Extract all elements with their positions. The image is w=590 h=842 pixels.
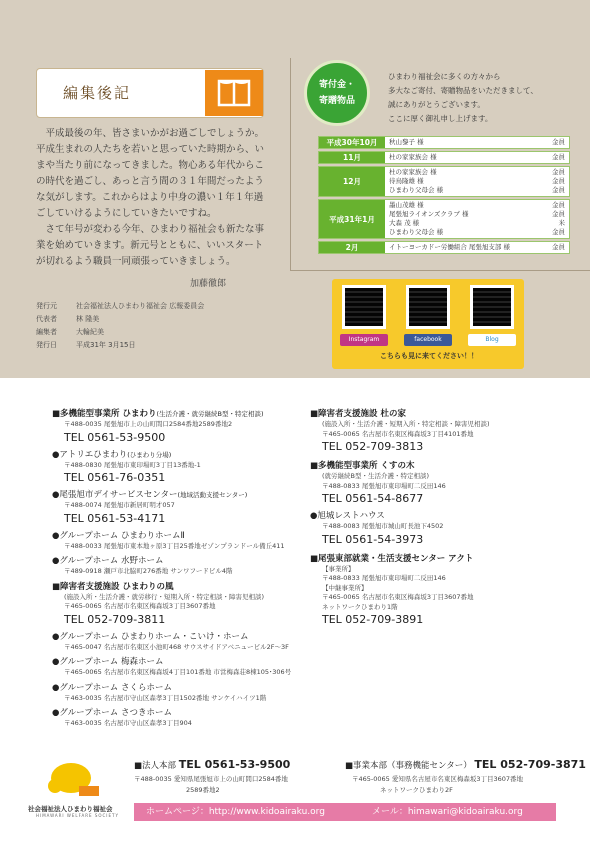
facility-address: (就労継続B型・生活介護・特定相談) (322, 472, 430, 480)
facility-list-right (310, 408, 550, 631)
donation-type: 金員 (552, 201, 565, 209)
donation-type: 金員 (552, 228, 565, 236)
blog-label[interactable]: Blog (468, 334, 516, 346)
facility-block (310, 460, 550, 506)
thanks-message (388, 70, 538, 126)
homepage-link[interactable]: ホームページ：http://www.kidoairaku.org (146, 807, 325, 817)
facility-block (310, 408, 550, 454)
facility-name (52, 408, 292, 420)
colophon-value: 大輪紀美 (76, 328, 104, 336)
facility-name (310, 510, 550, 522)
donation-type: 金員 (552, 153, 565, 161)
donation-type: 金員 (552, 168, 565, 176)
facility-block (52, 449, 292, 486)
donor-name: イトーヨーカドー労働組合 尾張旭支部 様 (389, 243, 511, 251)
facility-title: ●グループホーム 梅森ホーム (52, 657, 164, 667)
facility-address: ネットワークひまわり1階 (322, 602, 398, 611)
editorial-title: 編集後記 (63, 84, 132, 102)
facility-phone: TEL 0561-76-0351 (64, 471, 166, 484)
donation-row (318, 166, 570, 197)
facility-block (52, 489, 292, 526)
facility-title: ●旭城レストハウス (310, 511, 385, 521)
facebook-label[interactable]: facebook (404, 334, 452, 346)
facility-name (52, 707, 292, 719)
facility-name (310, 553, 550, 565)
colophon-value: 平成31年 3月15日 (76, 341, 136, 349)
facility-address: 〒488-0035 尾張旭市上の山町間口2584番地2589番地2 (64, 420, 233, 428)
donor-name: 秋山黎子 様 (389, 138, 424, 146)
facility-address: (施設入所・生活介護・就労移行・短期入所・特定相談・障害児相談) (64, 592, 265, 601)
facility-title: ■障害者支援施設 ひまわりの風 (52, 581, 174, 592)
facility-name (52, 449, 292, 461)
divider (290, 58, 291, 270)
facility-phone: TEL 052-709-3811 (64, 612, 166, 626)
editorial-header (36, 68, 264, 118)
donor-name: 尾張旭ライオンズクラブ 様 (389, 210, 469, 218)
donation-names (385, 152, 569, 163)
facility-services: (地域活動支援センター) (177, 491, 248, 499)
donation-month: 2月 (319, 242, 385, 253)
divider (290, 270, 590, 271)
facility-block (310, 553, 550, 628)
facility-title: ●アトリエひまわり (52, 449, 128, 460)
facility-list-left (52, 408, 292, 733)
donation-type: 金員 (552, 138, 565, 146)
donor-name: ひまわり父母会 様 (389, 186, 444, 194)
facility-services: (ひまわり分場) (127, 450, 172, 459)
facility-address: 〒488-0833 尾張旭市東印場町二反田146 (322, 574, 446, 582)
facility-address: 〒463-0035 名古屋市守山区森孝3丁目1502番地 サンケイハイツ1階 (64, 693, 267, 702)
donor (389, 201, 565, 210)
facility-title: ●グループホーム ひまわりホーム・こいけ・ホーム (52, 631, 249, 642)
facility-title: ●尾張旭市デイサービスセンター (52, 490, 178, 500)
donation-table (318, 136, 570, 256)
facility-name (52, 555, 292, 567)
colophon-key: 代表者 (36, 315, 57, 323)
donation-type: 金員 (552, 210, 565, 218)
facility-name (52, 530, 292, 542)
book-icon (205, 70, 263, 116)
colophon-row (36, 326, 204, 339)
colophon (36, 300, 204, 352)
colophon-value: 林 隆美 (76, 315, 100, 323)
facility-address: 〒465-0065 名古屋市名東区梅森坂3丁目3607番地 (322, 593, 474, 601)
donation-month: 平成30年10月 (319, 137, 385, 148)
donor-name: 杜の家家族会 様 (389, 153, 437, 161)
hq-address: 〒488-0035 愛知県尾張旭市上の山町間口2584番地 2589番地2 (134, 775, 288, 794)
facility-title: ●グループホーム ひまわりホームⅡ (52, 530, 185, 541)
donation-month: 11月 (319, 152, 385, 163)
donation-names (385, 167, 569, 196)
donation-type: 金員 (552, 243, 565, 251)
facility-address: 〒463-0035 名古屋市守山区森孝3丁目904 (64, 719, 192, 727)
colophon-row (36, 313, 204, 326)
facility-block (52, 682, 292, 704)
signature: 加藤徹郎 (190, 279, 227, 289)
colophon-row (36, 339, 204, 352)
facility-block (52, 631, 292, 653)
donation-type: 米 (558, 219, 565, 227)
qr-code-icon[interactable] (470, 285, 514, 329)
ops-address: 〒465-0065 愛知県名古屋市名東区梅森坂3丁目3607番地 ネットワークひまわり2F (352, 775, 524, 794)
thanks-line: ここに厚く御礼申し上げます。 (388, 114, 493, 123)
facility-block (52, 408, 292, 445)
facility-block (52, 581, 292, 627)
donor-name: 墨山茂雄 様 (389, 201, 424, 209)
donation-names (385, 137, 569, 148)
facility-address: 〒465-0065 名古屋市名東区梅森坂3丁目3607番地 (64, 602, 216, 610)
contact-bar (134, 803, 556, 821)
facility-address: 〒488-0830 尾張旭市東印場町3丁目13番地-1 (64, 460, 201, 469)
facility-address: 〒488-0033 尾張旭市東本地ヶ原3丁目25番地ゼゾンプランドール備丘411 (64, 541, 285, 550)
social-footer: こちらも見に来てください！！ (380, 352, 478, 360)
facility-address: 〒489-0918 瀬戸市北脇町276番地 サンワフードビル4階 (64, 567, 233, 575)
donation-type: 金員 (552, 177, 565, 185)
editorial-body (36, 126, 268, 270)
donor (389, 153, 565, 162)
facility-name (310, 460, 550, 472)
donation-month: 12月 (319, 167, 385, 196)
facility-block (310, 510, 550, 547)
colophon-key: 発行元 (36, 302, 57, 310)
facility-title: ■障害者支援施設 杜の家 (310, 409, 406, 419)
facility-block (52, 530, 292, 552)
facility-title: ●グループホーム 水野ホーム (52, 556, 164, 566)
facility-block (52, 656, 292, 678)
facility-address: 〒465-0065 名古屋市名東区梅森坂4丁目101番地 市営梅森荘8棟105･306号 (64, 668, 292, 676)
instagram-label[interactable]: Instagram (340, 334, 388, 346)
logo-text: 社会福祉法人ひまわり福祉会 (28, 805, 113, 813)
facility-address: 〒488-0083 尾張旭市城山町長池下4502 (322, 522, 444, 530)
facility-phone: TEL 052-709-3891 (322, 613, 424, 626)
facility-phone: TEL 052-709-3813 (322, 440, 424, 453)
social-panel (332, 279, 524, 369)
donation-month: 平成31年1月 (319, 200, 385, 238)
facility-name (52, 581, 292, 593)
donation-row (318, 136, 570, 149)
donation-row (318, 151, 570, 164)
facility-name (52, 631, 292, 643)
donation-row (318, 199, 570, 239)
colophon-value: 社会福祉法人ひまわり福祉会 広報委員会 (76, 302, 205, 310)
facility-services: (生活介護・就労継続B型・特定相談) (156, 410, 264, 418)
facility-address: 〒465-0065 名古屋市名東区梅森坂3丁目4101番地 (322, 429, 474, 438)
donor (389, 138, 565, 147)
facility-name (52, 656, 292, 668)
donation-names (385, 200, 569, 238)
facility-title: ■多機能型事業所 くすの木 (310, 461, 415, 471)
paragraph: さて年号が変わる今年、ひまわり福祉会も新たな事業を始めていきます。新元号とともに、いいスタートが切れるよう職員一同頑張っていきましょう。 (36, 224, 265, 267)
donation-type: 金員 (552, 186, 565, 194)
facility-name (52, 682, 292, 694)
donor (389, 168, 565, 177)
thanks-line: ひまわり福祉会に多くの方々から (388, 72, 501, 81)
donation-names (385, 242, 569, 253)
donor-name: 待鳥隆雄 様 (389, 177, 424, 185)
facility-block (52, 555, 292, 577)
paragraph: 平成最後の年、皆さまいかがお過ごしでしょうか。平成生まれの人たちを若いと思っていた時期から、いまや当たり前になってきました。物心ある年代からこの時代を過ごし、あっと言う間の３１年間だったような気がします。これからはより中身の濃い１年１年過ごしていけるようにしていきたいですね。 (36, 128, 265, 219)
thanks-line: 多大なご寄付、寄贈物品をいただきまして、 (388, 86, 538, 95)
facility-address: 【中継事業所】 (322, 583, 368, 592)
facility-block (52, 707, 292, 729)
donor (389, 210, 565, 219)
donor-name: ひまわり父母会 様 (389, 228, 444, 236)
facility-title: ●グループホーム さつきホーム (52, 708, 172, 718)
donation-row (318, 241, 570, 254)
colophon-key: 編集者 (36, 328, 57, 336)
colophon-key: 発行日 (36, 341, 57, 349)
facility-phone: TEL 0561-54-8677 (322, 492, 424, 505)
ops-heading: ■事業本部（事務機能センター） TEL 052-709-3871 (345, 758, 586, 771)
facility-address: 〒465-0047 名古屋市名東区小池町468 サウスサイドアベニュービル2F～3F (64, 642, 289, 651)
donor (389, 177, 565, 186)
donor (389, 186, 565, 195)
donor-name: 杜の家家族会 様 (389, 168, 437, 176)
logo-icon (45, 756, 105, 798)
facility-name (52, 489, 292, 501)
facility-address: 〒488-0833 尾張旭市東印場町二反田146 (322, 481, 446, 490)
facility-name (310, 408, 550, 420)
facility-address: 〒488-0074 尾張旭市新居町明才057 (64, 501, 175, 509)
donor-name: 大森 茂 様 (389, 219, 420, 227)
donor (389, 219, 565, 228)
donor (389, 228, 565, 237)
qr-code-icon[interactable] (406, 285, 450, 329)
hq-heading: ■法人本部 TEL 0561-53-9500 (134, 758, 291, 771)
qr-code-icon[interactable] (342, 285, 386, 329)
colophon-row (36, 300, 204, 313)
email-link[interactable]: メール：himawari@kidoairaku.org (372, 807, 523, 817)
facility-phone: TEL 0561-54-3973 (322, 532, 424, 546)
facility-title: ■尾張東部就業・生活支援センター アクト (310, 553, 474, 564)
logo-subtext: HIMAWARI WELFARE SOCIETY (36, 813, 119, 818)
facility-title: ●グループホーム さくらホーム (52, 682, 172, 693)
donor (389, 243, 565, 252)
thanks-line: 誠にありがとうございます。 (388, 100, 485, 109)
facility-title: ■多機能型事業所 ひまわり (52, 409, 157, 419)
facility-address: 【事業所】 (322, 564, 355, 573)
facility-phone: TEL 0561-53-9500 (64, 430, 166, 444)
donation-badge: 寄付金・ 寄贈物品 (304, 60, 370, 126)
facility-phone: TEL 0561-53-4171 (64, 511, 166, 525)
facility-address: (施設入所・生活介護・短期入所・特定相談・障害児相談) (322, 420, 490, 428)
